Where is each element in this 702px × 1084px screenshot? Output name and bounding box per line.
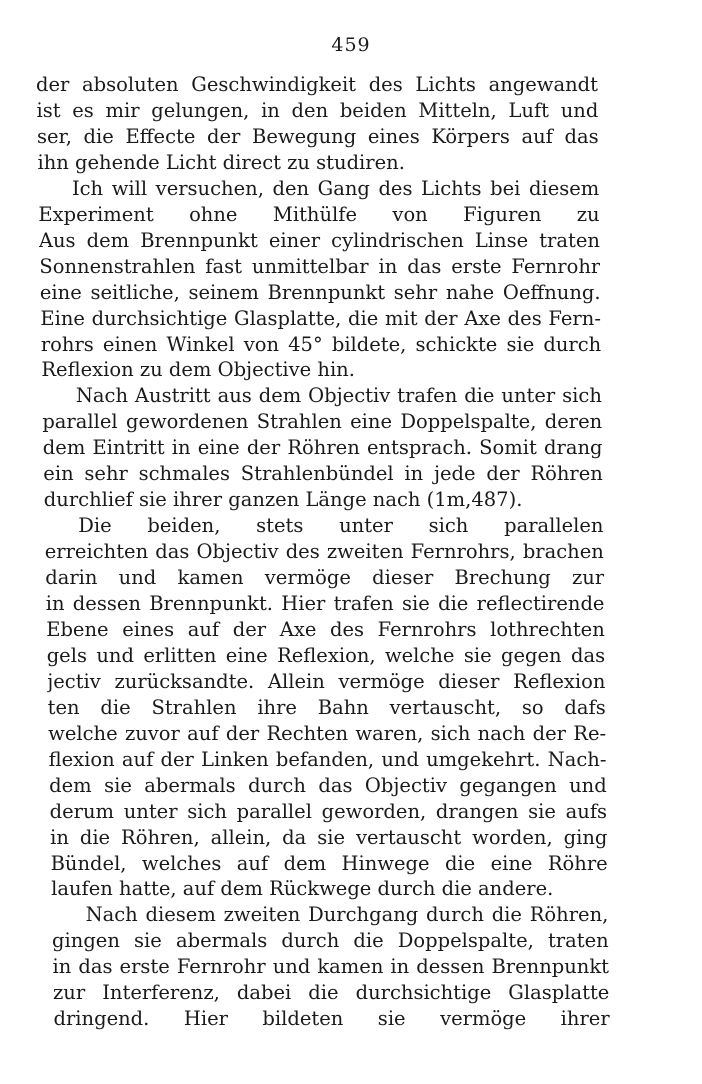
text-line: ser, die Effecte der Bewegung eines Körpers auf das — [36, 124, 599, 148]
text-line: Ich will versuchen, den Gang des Lichts bei diesem — [71, 176, 600, 200]
text-line: flexion auf der Linken befanden, und umgekehrt. Nach- — [48, 747, 607, 771]
text-line: gingen sie abermals durch die Doppelspalte, traten — [52, 929, 609, 953]
text-line: Die beiden, stets unter sich parallelen — [78, 514, 604, 538]
text-line: Sonnenstrahlen fast unmittelbar in das erste Fernrohr — [39, 254, 601, 278]
text-line: in dessen Brennpunkt. Hier trafen sie die reflectirende — [45, 592, 605, 615]
text-line: welche zuvor auf der Rechten waren, sich nach der Re- — [48, 721, 607, 745]
text-line: dem Eintritt in eine der Röhren entsprach. Somit drang — [42, 436, 603, 460]
text-line: parallel gewordenen Strahlen eine Doppelspalte, deren — [42, 410, 603, 434]
text-line: zur Interferenz, dabei die durchsichtige Glasplatte — [53, 981, 610, 1005]
text-line: darin und kamen vermöge dieser Brechung zur — [45, 566, 605, 590]
text-line: Experiment ohne Mithülfe von Figuren zu — [38, 202, 600, 226]
text-line: ein sehr schmales Strahlenbündel in jede der Röhren — [43, 462, 603, 486]
text-line: der absoluten Geschwindigkeit des Lichts angewandt — [36, 73, 598, 96]
text-line: Nach diesem zweiten Durchgang durch die Röhren, — [85, 903, 609, 927]
text-line: Nach Austritt aus dem Objectiv trafen die unter sich — [75, 384, 602, 408]
text-line: ist es mir gelungen, in den beiden Mitteln, Luft und — [36, 98, 599, 122]
text-line: jectiv zurücksandte. Allein vermöge dieser Reflexion — [47, 669, 606, 693]
text-line: ten die Strahlen ihre Bahn vertauscht, so dafs — [47, 695, 606, 719]
text-line: Aus dem Brennpunkt einer cylindrischen Linse traten — [38, 228, 600, 252]
text-line: ihn gehende Licht direct zu studiren. — [37, 150, 405, 174]
text-line: in das erste Fernrohr und kamen in dessen Brennpunkt — [52, 955, 610, 979]
text-line: Bündel, welches auf dem Hinwege die eine Röhre — [50, 851, 608, 875]
text-line: laufen hatte, auf dem Rückwege durch die andere. — [51, 877, 554, 901]
text-line: derum unter sich parallel geworden, drangen sie aufs — [49, 799, 608, 823]
text-line: dem sie abermals durch das Objectiv gegangen und — [49, 773, 607, 797]
text-line: Eine durchsichtige Glasplatte, die mit der Axe des Fern- — [40, 306, 601, 330]
text-line: Ebene eines auf der Axe des Fernrohrs lothrechten — [46, 617, 605, 641]
text-line: durchlief sie ihrer ganzen Länge nach (1m,487). — [43, 488, 523, 512]
text-line: Reflexion zu dem Objective hin. — [41, 358, 355, 382]
text-line: rohrs einen Winkel von 45° bildete, schickte sie durch — [40, 332, 602, 356]
page-number: 459 — [331, 34, 371, 56]
text-line: in die Röhren, allein, da sie vertauscht worden, ging — [50, 825, 608, 849]
text-line: dringend. Hier bildeten sie vermöge ihrer — [53, 1007, 610, 1031]
text-line: erreichten das Objectiv des zweiten Fernrohrs, brachen — [44, 540, 604, 564]
text-line: gels und erlitten eine Reflexion, welche sie gegen das — [46, 643, 606, 667]
text-line: eine seitliche, seinem Brennpunkt sehr nahe Oeffnung. — [39, 280, 601, 304]
